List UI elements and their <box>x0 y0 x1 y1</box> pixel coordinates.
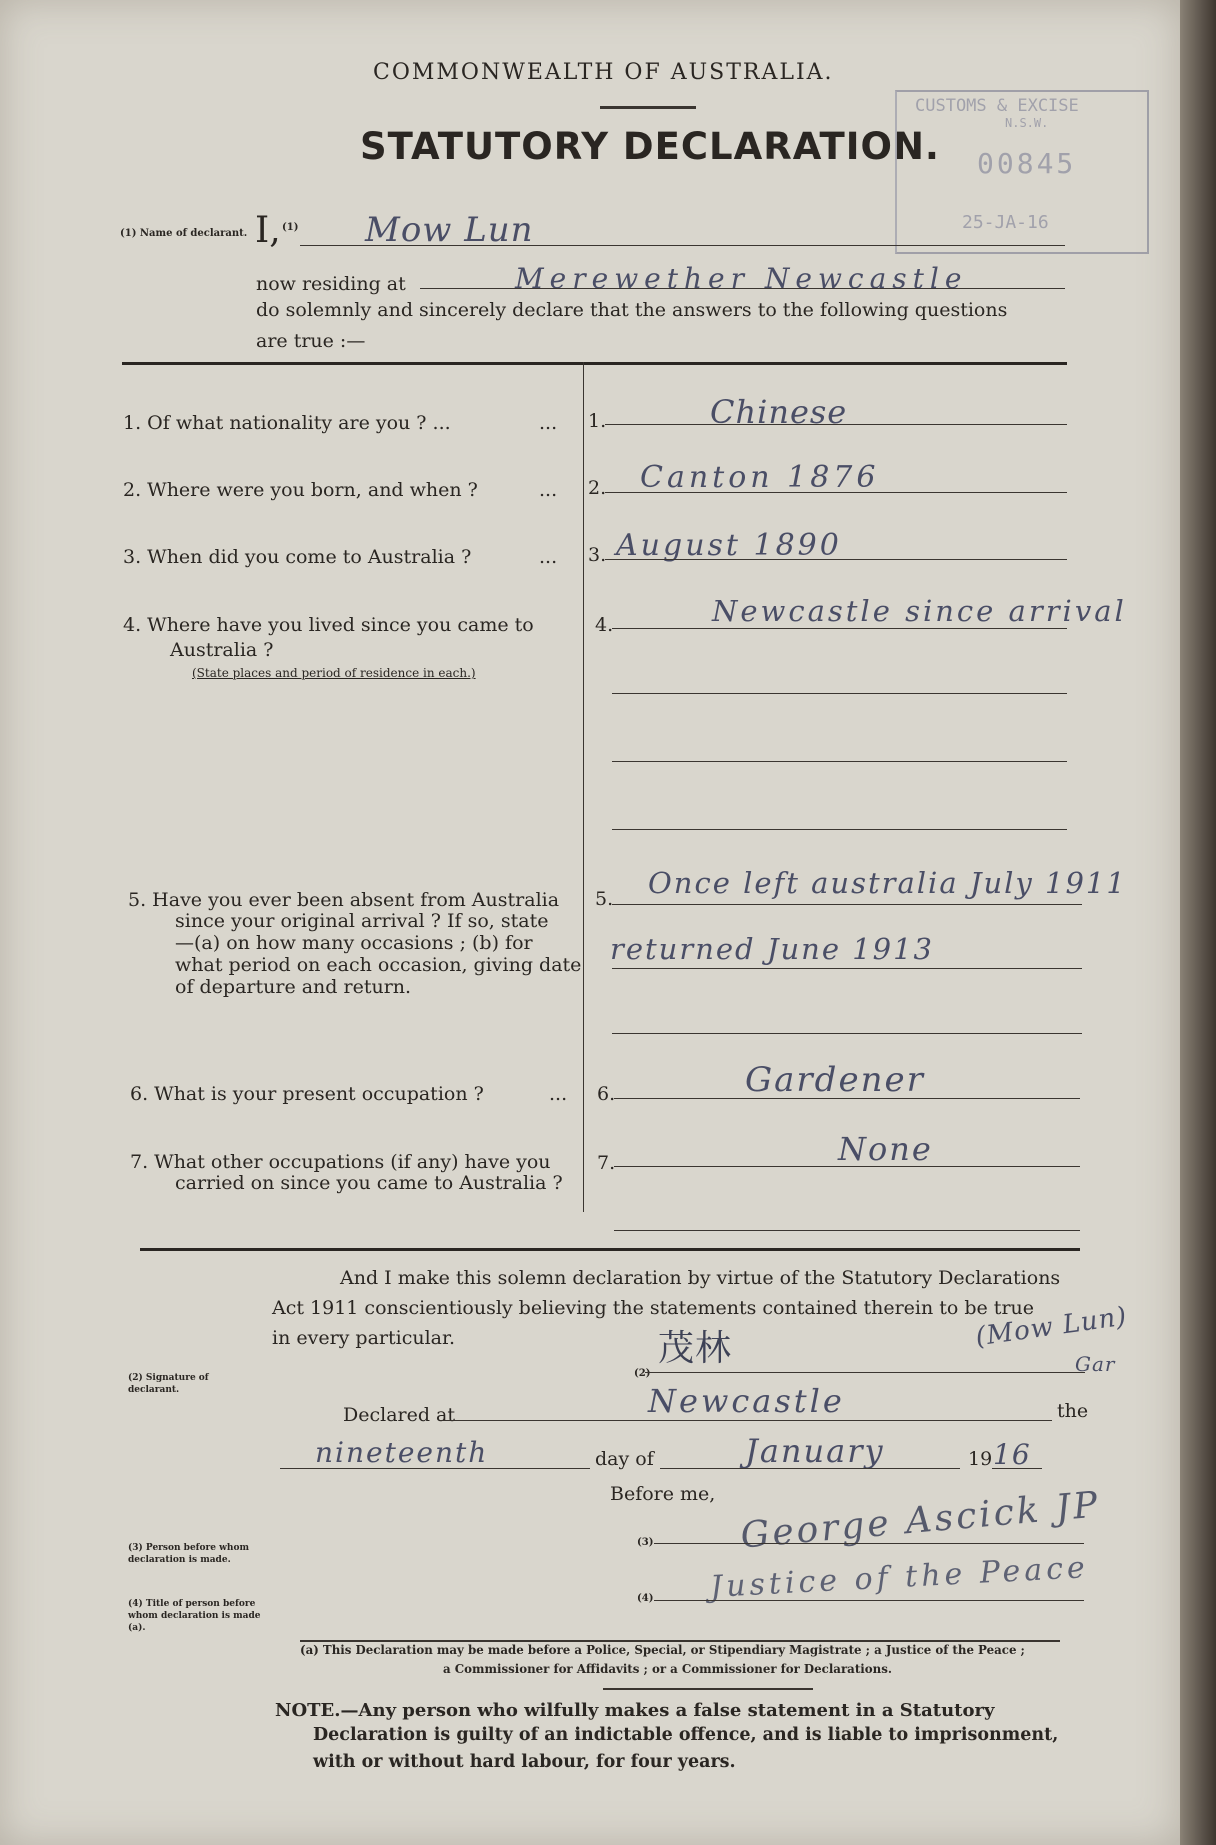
answer-6-line <box>614 1098 1080 1099</box>
answer-3-number: 3. <box>588 544 607 566</box>
answer-2-number: 2. <box>588 477 607 499</box>
answer-4-line <box>612 628 1067 629</box>
answer-3: August 1890 <box>616 528 842 563</box>
year-prefix: 19 <box>968 1448 993 1470</box>
answer-6: Gardener <box>745 1060 925 1100</box>
answer-7-line <box>614 1166 1080 1167</box>
latin-signature-2: Gar <box>1075 1352 1116 1376</box>
question-1-dots: ... <box>539 412 558 434</box>
answer-2: Canton 1876 <box>640 460 880 495</box>
footnote-line1: (a) This Declaration may be made before a Police, Special, or Stipendiary Magistrate ; a Justice of the Peace ; <box>300 1643 1025 1657</box>
chinese-signature: 茂林 <box>658 1328 733 1369</box>
answer-4-line-2 <box>612 693 1067 694</box>
solemn-line2: are true :— <box>256 330 366 352</box>
question-5-cont: since your original arrival ? If so, state <box>175 910 549 932</box>
year-suffix: 16 <box>993 1438 1031 1471</box>
stamp-number: 00845 <box>977 147 1077 180</box>
question-6-dots: ... <box>549 1083 568 1105</box>
i-label: I, <box>255 210 281 251</box>
ref-4: (4) <box>637 1593 654 1604</box>
page-title: STATUTORY DECLARATION. <box>360 125 940 168</box>
question-1: 1. Of what nationality are you ? ... <box>123 412 451 434</box>
note-line2: Declaration is guilty of an indictable offence, and is liable to imprisonment, <box>313 1725 1059 1745</box>
declared-at-label: Declared at <box>343 1404 456 1426</box>
signature-margin-note: (2) Signature of declarant. <box>128 1373 209 1395</box>
ref-3: (3) <box>637 1537 654 1548</box>
answer-7-number: 7. <box>597 1152 616 1174</box>
declaration-para-2: Act 1911 conscientiously believing the statements contained therein to be true <box>272 1297 1035 1319</box>
question-4: 4. Where have you lived since you came to <box>123 614 534 636</box>
question-5: 5. Have you ever been absent from Australia <box>128 889 560 911</box>
answer-1: Chinese <box>710 393 848 431</box>
footnote-line2: a Commissioner for Affidavits ; or a Commissioner for Declarations. <box>443 1662 892 1676</box>
name-line <box>300 245 1065 246</box>
year-line <box>992 1468 1042 1469</box>
heading-rule <box>600 106 696 109</box>
name-margin-note: (1) Name of declarant. <box>120 228 248 239</box>
signature-line <box>645 1372 1085 1373</box>
day-line <box>280 1468 590 1469</box>
question-5-cont-2: —(a) on how many occasions ; (b) for <box>175 932 533 954</box>
residence-line <box>420 288 1065 289</box>
note-rule <box>603 1688 813 1690</box>
declaration-para-3: in every particular. <box>272 1327 456 1349</box>
answer-5: Once left australia July 1911 <box>648 866 1127 900</box>
questions-divider <box>583 362 584 1212</box>
the-label: the <box>1057 1400 1089 1422</box>
answer-4-line-4 <box>612 829 1067 830</box>
customs-stamp <box>895 90 1149 254</box>
question-7: 7. What other occupations (if any) have you <box>130 1151 551 1173</box>
answer-4-line-3 <box>612 761 1067 762</box>
residence-value: Merewether Newcastle <box>515 262 968 295</box>
question-4-note: (State places and period of residence in each.) <box>192 666 476 680</box>
witness-name: George Ascick JP <box>738 1484 1103 1557</box>
commonwealth-heading: COMMONWEALTH OF AUSTRALIA. <box>373 60 834 85</box>
stamp-line2: N.S.W. <box>1005 116 1049 130</box>
note-line1: NOTE.—Any person who wilfully makes a false statement in a Statutory <box>275 1700 995 1721</box>
answer-4-number: 4. <box>595 614 614 636</box>
question-5-cont-3: what period on each occasion, giving date <box>175 954 582 976</box>
answer-3-line <box>605 559 1067 560</box>
month-value: January <box>745 1432 885 1470</box>
answer-6-number: 6. <box>597 1083 616 1105</box>
question-2-dots: ... <box>539 479 558 501</box>
residing-label: now residing at <box>256 273 406 295</box>
question-3: 3. When did you come to Australia ? <box>123 546 472 568</box>
answer-5-line-3 <box>612 1033 1082 1034</box>
solemn-line1: do solemnly and sincerely declare that the answers to the following questions <box>256 299 1008 321</box>
answer-5-number: 5. <box>595 888 614 910</box>
answer-5-line-2 <box>612 968 1082 969</box>
answer-5-cont: returned June 1913 <box>610 932 935 966</box>
answer-5-line <box>612 904 1082 905</box>
question-2: 2. Where were you born, and when ? <box>123 479 478 501</box>
witness-title-line <box>654 1600 1084 1601</box>
stamp-line1: CUSTOMS & EXCISE <box>915 96 1079 116</box>
declaration-para-1: And I make this solemn declaration by virtue of the Statutory Declarations <box>340 1267 1061 1289</box>
latin-signature: (Mow Lun) <box>973 1301 1130 1353</box>
stamp-date: 25-JA-16 <box>962 212 1049 233</box>
answer-7-line-2 <box>614 1230 1080 1231</box>
witness-title: Justice of the Peace <box>709 1550 1090 1605</box>
witness-name-line <box>654 1543 1084 1544</box>
page-edge <box>1180 0 1216 1845</box>
answer-2-line <box>605 492 1067 493</box>
month-line <box>660 1468 960 1469</box>
question-5-cont-4: of departure and return. <box>175 976 412 998</box>
questions-top-rule <box>122 362 1067 365</box>
questions-bottom-rule <box>140 1248 1080 1251</box>
question-7-cont: carried on since you came to Australia ? <box>175 1172 563 1194</box>
declared-at-value: Newcastle <box>648 1382 845 1420</box>
day-value: nineteenth <box>315 1436 489 1469</box>
declarant-name: Mow Lun <box>365 210 534 250</box>
question-3-dots: ... <box>539 546 558 568</box>
ref-2: (2) <box>634 1368 651 1379</box>
answer-1-line <box>605 424 1067 425</box>
question-4-cont: Australia ? <box>170 639 274 661</box>
answer-1-number: 1. <box>588 410 607 432</box>
declared-at-line <box>440 1420 1052 1421</box>
before-me-label: Before me, <box>610 1483 716 1505</box>
ref-1: (1) <box>282 222 299 233</box>
day-of-label: day of <box>595 1448 654 1470</box>
footnote-rule <box>300 1640 1060 1642</box>
person-margin-note: (3) Person before whom declaration is made. <box>128 1543 249 1565</box>
answer-7: None <box>838 1130 933 1168</box>
title-margin-note: (4) Title of person before whom declaration is made (a). <box>128 1599 261 1633</box>
note-line3: with or without hard labour, for four years. <box>313 1752 736 1772</box>
answer-4: Newcastle since arrival <box>712 594 1127 628</box>
question-6: 6. What is your present occupation ? <box>130 1083 484 1105</box>
